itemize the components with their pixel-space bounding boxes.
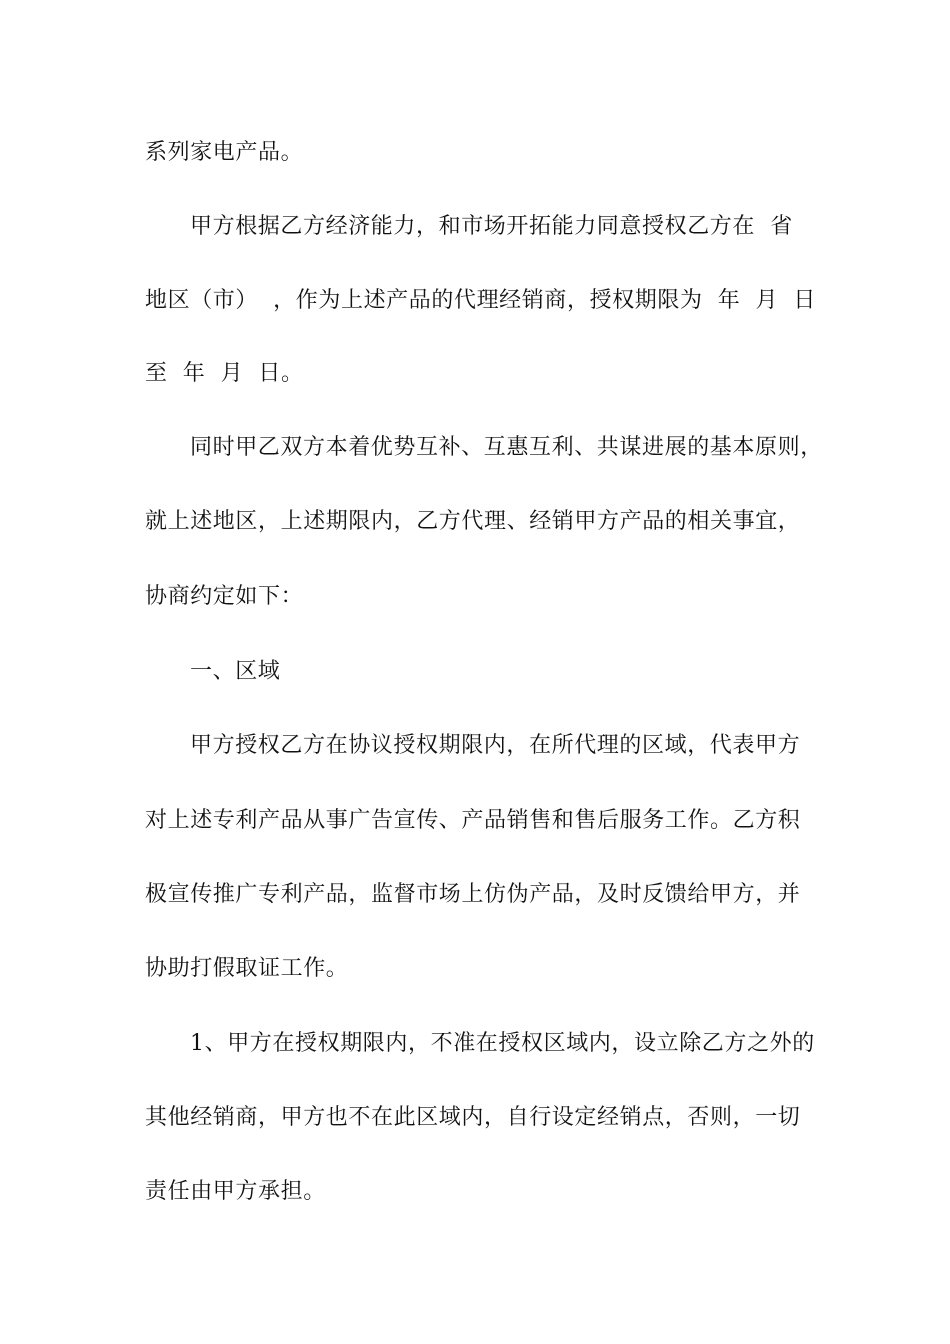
paragraph-line: 对上述专利产品从事广告宣传、产品销售和售后服务工作。乙方积 xyxy=(145,808,801,833)
paragraph-line: 就上述地区，上述期限内，乙方代理、经销甲方产品的相关事宜， xyxy=(145,509,801,534)
paragraph-line: 其他经销商，甲方也不在此区域内，自行设定经销点，否则，一切 xyxy=(145,1105,801,1130)
paragraph-line: 责任由甲方承担。 xyxy=(145,1179,326,1204)
paragraph-line: 系列家电产品。 xyxy=(145,140,304,165)
paragraph-line: 极宣传推广专利产品，监督市场上仿伪产品，及时反馈给甲方，并 xyxy=(145,882,801,907)
paragraph-line: 1、甲方在授权期限内，不准在授权区域内，设立除乙方之外的 xyxy=(190,1031,815,1056)
paragraph-line: 甲方根据乙方经济能力，和市场开拓能力同意授权乙方在 省 xyxy=(190,214,793,239)
paragraph-line: 甲方授权乙方在协议授权期限内，在所代理的区域，代表甲方 xyxy=(190,733,801,758)
paragraph-line: 同时甲乙双方本着优势互补、互惠互利、共谋进展的基本原则， xyxy=(190,435,823,460)
paragraph-line: 协助打假取证工作。 xyxy=(145,956,349,981)
paragraph-line: 至 年 月 日。 xyxy=(145,361,304,386)
paragraph-line: 地区（市） ，作为上述产品的代理经销商，授权期限为 年 月 日 xyxy=(145,288,816,313)
section-heading: 一、区域 xyxy=(190,659,281,684)
paragraph-line: 协商约定如下： xyxy=(145,584,304,609)
